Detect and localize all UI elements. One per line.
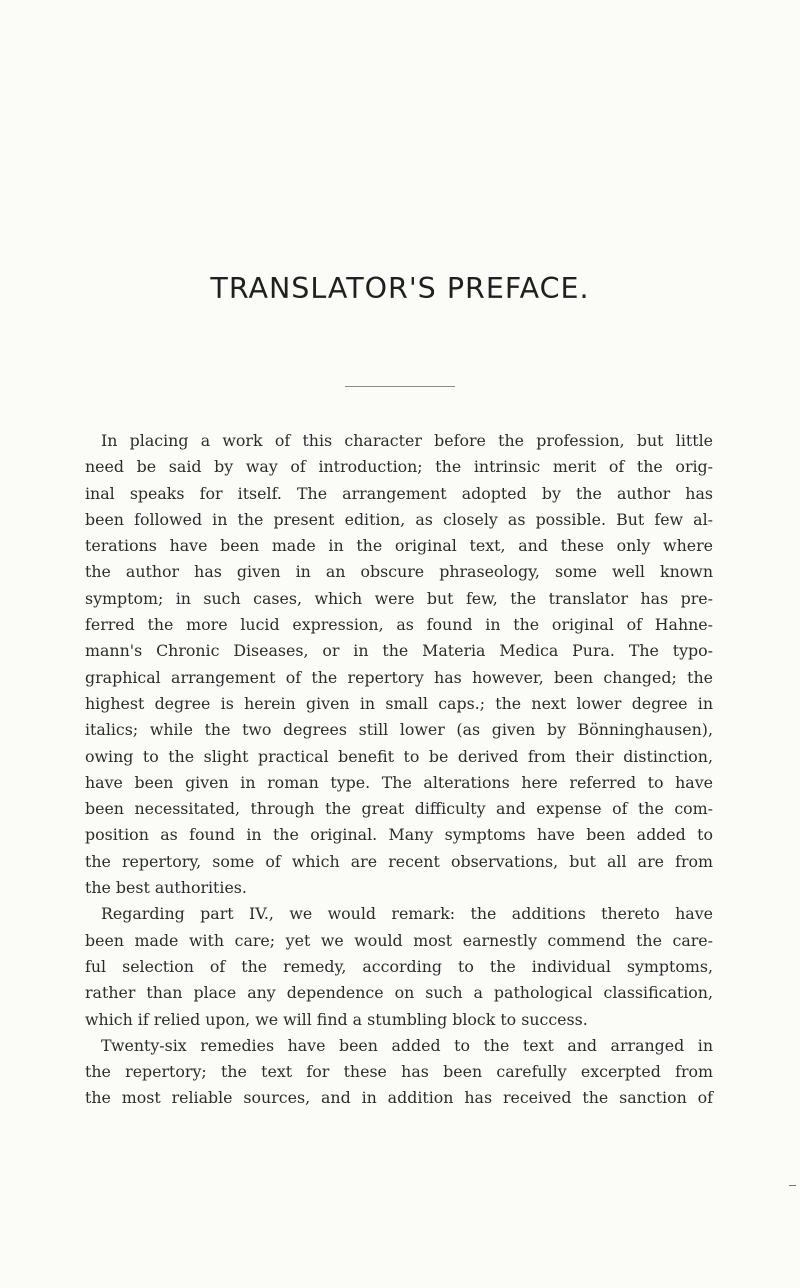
text-line: inal speaks for itself. The arrangement adopted by the author has xyxy=(85,483,713,503)
paragraph-3 xyxy=(85,1033,713,1112)
text-line: ful selection of the remedy, according to the individual symptoms, xyxy=(85,956,713,976)
text-line: Regarding part IV., we would remark: the additions thereto have xyxy=(101,904,713,924)
text-line: owing to the slight practical benefit to be derived from their distinction, xyxy=(85,746,713,766)
text-line: the best authorities. xyxy=(85,878,247,898)
text-line: ferred the more lucid expression, as found in the original of Hahne- xyxy=(85,615,713,635)
text-line: position as found in the original. Many symptoms have been added to xyxy=(85,825,713,845)
text-line: need be said by way of introduction; the intrinsic merit of the orig- xyxy=(85,457,713,477)
paragraph-2 xyxy=(85,901,713,1032)
text-line: mann's Chronic Diseases, or in the Materia Medica Pura. The typo- xyxy=(85,641,713,661)
text-line: the author has given in an obscure phraseology, some well known xyxy=(85,562,713,582)
text-line: been necessitated, through the great difficulty and expense of the com- xyxy=(85,799,713,819)
text-line: been followed in the present edition, as closely as possible. But few al- xyxy=(85,509,713,529)
text-line: In placing a work of this character before the profession, but little xyxy=(101,431,713,450)
preface-body xyxy=(85,428,713,1112)
text-line: italics; while the two degrees still lower (as given by Bönninghausen), xyxy=(85,720,713,740)
text-line: symptom; in such cases, which were but few, the translator has pre- xyxy=(85,588,713,608)
paragraph-1 xyxy=(85,428,713,901)
text-line: been made with care; yet we would most earnestly commend the care- xyxy=(85,930,713,950)
text-line: highest degree is herein given in small caps.; the next lower degree in xyxy=(85,693,713,713)
text-line: have been given in roman type. The alterations here referred to have xyxy=(85,772,713,792)
title-divider xyxy=(345,386,455,387)
margin-mark xyxy=(789,1185,796,1186)
text-line: the repertory, some of which are recent observations, but all are from xyxy=(85,851,713,871)
text-line: graphical arrangement of the repertory has however, been changed; the xyxy=(85,667,713,687)
text-line: rather than place any dependence on such a pathological classification, xyxy=(85,983,713,1003)
text-line: the repertory; the text for these has been carefully excerpted from xyxy=(85,1062,713,1082)
page-title: TRANSLATOR'S PREFACE. xyxy=(210,272,590,305)
text-line: which if relied upon, we will find a stumbling block to success. xyxy=(85,1009,588,1029)
text-line: the most reliable sources, and in addition has received the sanction of xyxy=(85,1088,713,1108)
text-line: terations have been made in the original text, and these only where xyxy=(85,536,713,556)
text-line: Twenty-six remedies have been added to the text and arranged in xyxy=(101,1035,713,1055)
